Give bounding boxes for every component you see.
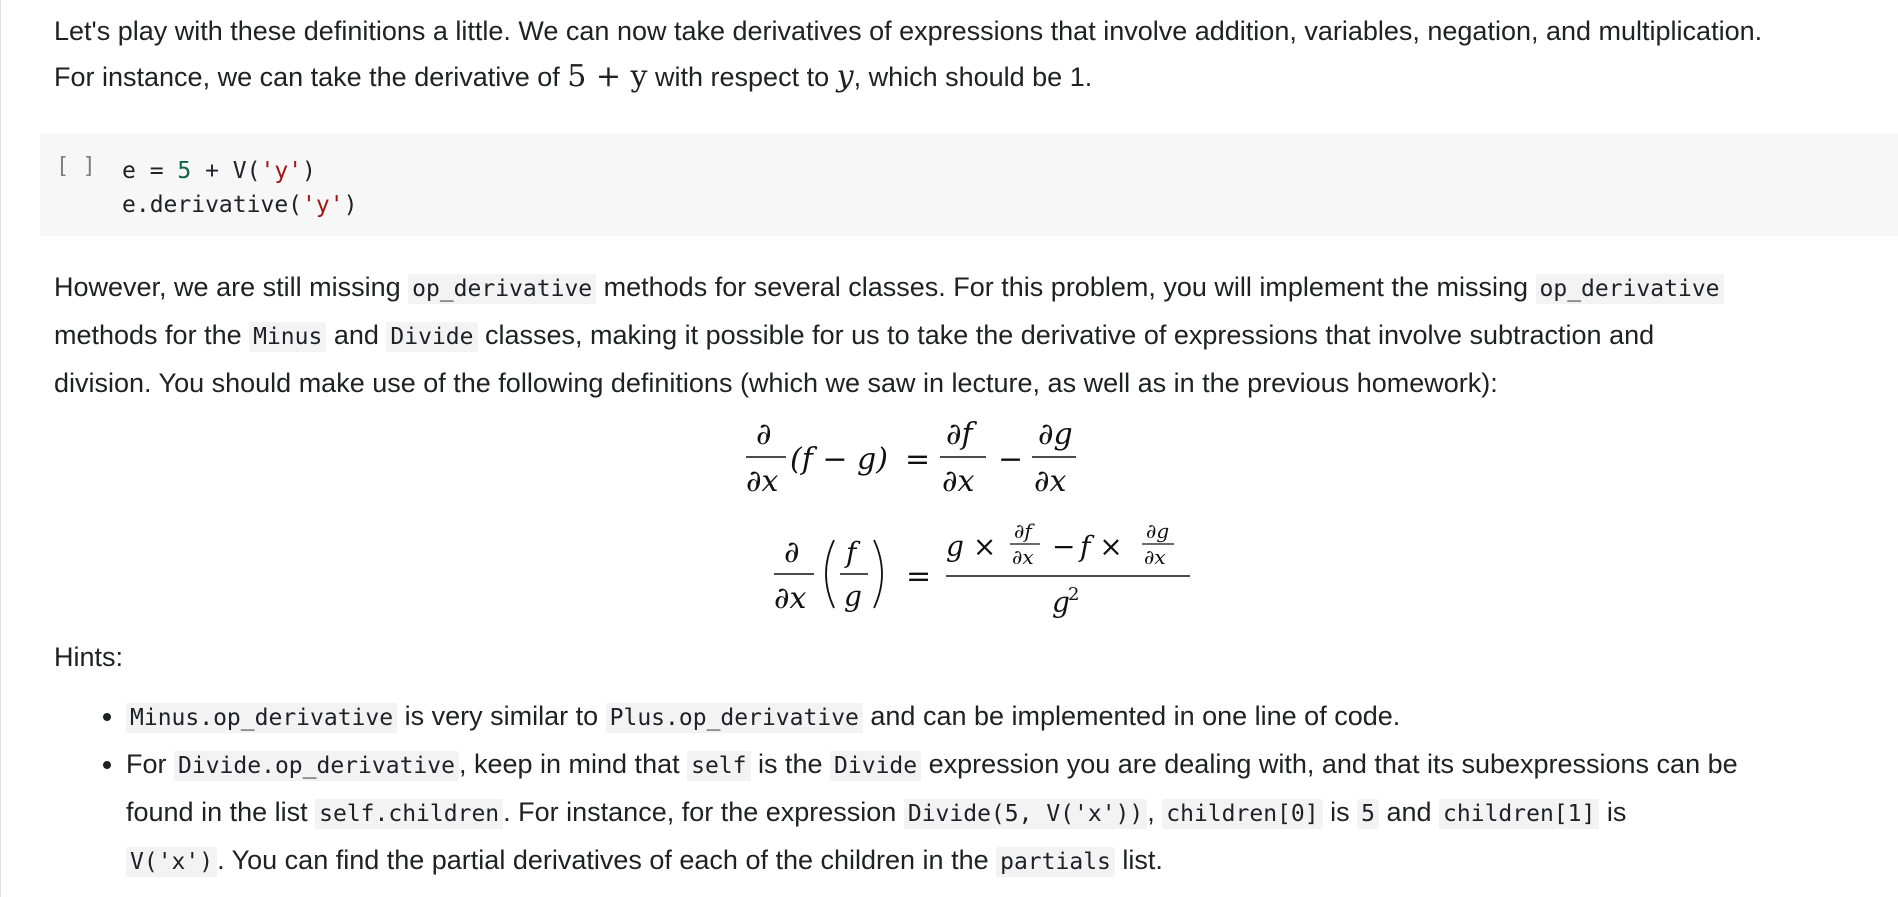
inline-code: Divide.op_derivative: [174, 751, 459, 781]
hint-text: ,: [1147, 797, 1163, 827]
inline-code: Minus: [249, 322, 326, 352]
intro-text: , which should be 1.: [853, 62, 1093, 92]
svg-text:∂g: ∂g: [1146, 519, 1170, 543]
math-expression: 5 + y: [567, 59, 648, 94]
hint-text: expression you are dealing with, and that its subexpressions can be: [921, 749, 1738, 779]
list-item: [126, 693, 1888, 741]
svg-text:∂x: ∂x: [746, 464, 779, 499]
svg-text:∂x: ∂x: [1012, 545, 1034, 569]
svg-text:∂x: ∂x: [942, 464, 975, 499]
svg-text:f ×: f ×: [1080, 530, 1123, 563]
code-line-2: [122, 188, 357, 222]
inline-code: op_derivative: [408, 274, 596, 304]
svg-text:g: g: [844, 580, 862, 613]
code-token: e.derivative(: [122, 192, 303, 218]
code-token: + V(: [191, 158, 261, 184]
hint-text: . For instance, for the expression: [503, 797, 904, 827]
svg-text:∂x: ∂x: [1034, 464, 1067, 499]
problem-text-cell: [54, 264, 1888, 406]
inline-code: Plus.op_derivative: [606, 703, 863, 733]
problem-line-1: [54, 264, 1888, 312]
hint-text: and can be implemented in one line of code.: [862, 701, 1401, 731]
inline-code: children[1]: [1439, 799, 1599, 829]
code-token: ): [343, 192, 358, 218]
hint-text: is the: [750, 749, 831, 779]
svg-text:f: f: [846, 536, 857, 569]
divide-derivative-equation: [768, 512, 1208, 622]
problem-text: However, we are still missing: [54, 272, 409, 302]
code-token: ): [302, 158, 316, 184]
svg-text:=: =: [905, 442, 931, 477]
list-item: [126, 741, 1888, 885]
inline-code: V('x'): [126, 847, 217, 877]
svg-text:g ×: g ×: [946, 530, 997, 563]
intro-text: with respect to: [647, 62, 837, 92]
run-cell-button[interactable]: [ ]: [56, 154, 96, 179]
svg-text:∂f: ∂f: [1014, 519, 1032, 543]
inline-code: Divide: [386, 322, 477, 352]
hint-text: is very similar to: [397, 701, 606, 731]
svg-text:=: =: [906, 559, 932, 594]
hints-title-cell: [54, 634, 1888, 680]
intro-line-2: [54, 54, 1888, 100]
math-variable: y: [836, 59, 854, 94]
hint-text: . You can find the partial derivatives of each of the children in the: [217, 845, 997, 875]
code-line-1: [122, 154, 357, 188]
code-cell[interactable]: [40, 134, 1898, 236]
hint-text: found in the list: [126, 797, 316, 827]
hint-text: is: [1599, 797, 1627, 827]
svg-text:∂: ∂: [756, 417, 772, 452]
svg-text:∂g: ∂g: [1038, 417, 1073, 452]
inline-code: self.children: [315, 799, 503, 829]
inline-code: children[0]: [1162, 799, 1322, 829]
code-number: 5: [177, 158, 192, 184]
inline-code: self: [687, 751, 750, 781]
problem-text: methods for the: [54, 320, 250, 350]
intro-text-cell: [54, 8, 1888, 100]
code-string: 'y': [260, 158, 303, 184]
problem-text: methods for several classes. For this problem, you will implement the missing: [596, 272, 1536, 302]
svg-text:2: 2: [1068, 584, 1080, 605]
code-token: e =: [122, 158, 178, 184]
inline-code: Divide(5, V('x')): [904, 799, 1147, 829]
svg-text:g: g: [1052, 586, 1070, 619]
inline-code: partials: [996, 847, 1115, 877]
svg-text:−: −: [998, 442, 1024, 477]
code-editor[interactable]: [122, 154, 357, 222]
svg-text:∂x: ∂x: [774, 581, 807, 616]
svg-text:(f − g): (f − g): [790, 442, 888, 477]
svg-text:∂: ∂: [784, 535, 800, 570]
hint-text: is: [1322, 797, 1358, 827]
svg-text:∂x: ∂x: [1144, 545, 1166, 569]
svg-text:−: −: [1052, 530, 1076, 563]
hints-title: Hints:: [54, 642, 124, 672]
problem-text: and: [326, 320, 387, 350]
code-string: 'y': [302, 192, 344, 218]
inline-code: op_derivative: [1536, 274, 1724, 304]
minus-derivative-equation: [740, 412, 1080, 502]
hint-text: , keep in mind that: [458, 749, 688, 779]
intro-text: For instance, we can take the derivative of: [54, 62, 568, 92]
hint-text: and: [1378, 797, 1440, 827]
inline-code: 5: [1357, 799, 1379, 829]
problem-line-3: division. You should make use of the following definitions (which we saw in lecture, as well as in the previous homework):: [54, 368, 1498, 398]
hint-text: For: [126, 749, 175, 779]
cell-left-rule: [0, 0, 1, 897]
svg-text:∂f: ∂f: [946, 417, 973, 452]
inline-code: Divide: [830, 751, 921, 781]
hints-list: [96, 693, 1888, 885]
problem-text: classes, making it possible for us to take the derivative of expressions that involve subtraction and: [477, 320, 1655, 350]
problem-line-2: [54, 312, 1888, 360]
hint-text: list.: [1114, 845, 1163, 875]
intro-line-1: Let's play with these definitions a little. We can now take derivatives of expressions that involve addition, variables, negation, and multiplication.: [54, 16, 1763, 46]
inline-code: Minus.op_derivative: [126, 703, 397, 733]
